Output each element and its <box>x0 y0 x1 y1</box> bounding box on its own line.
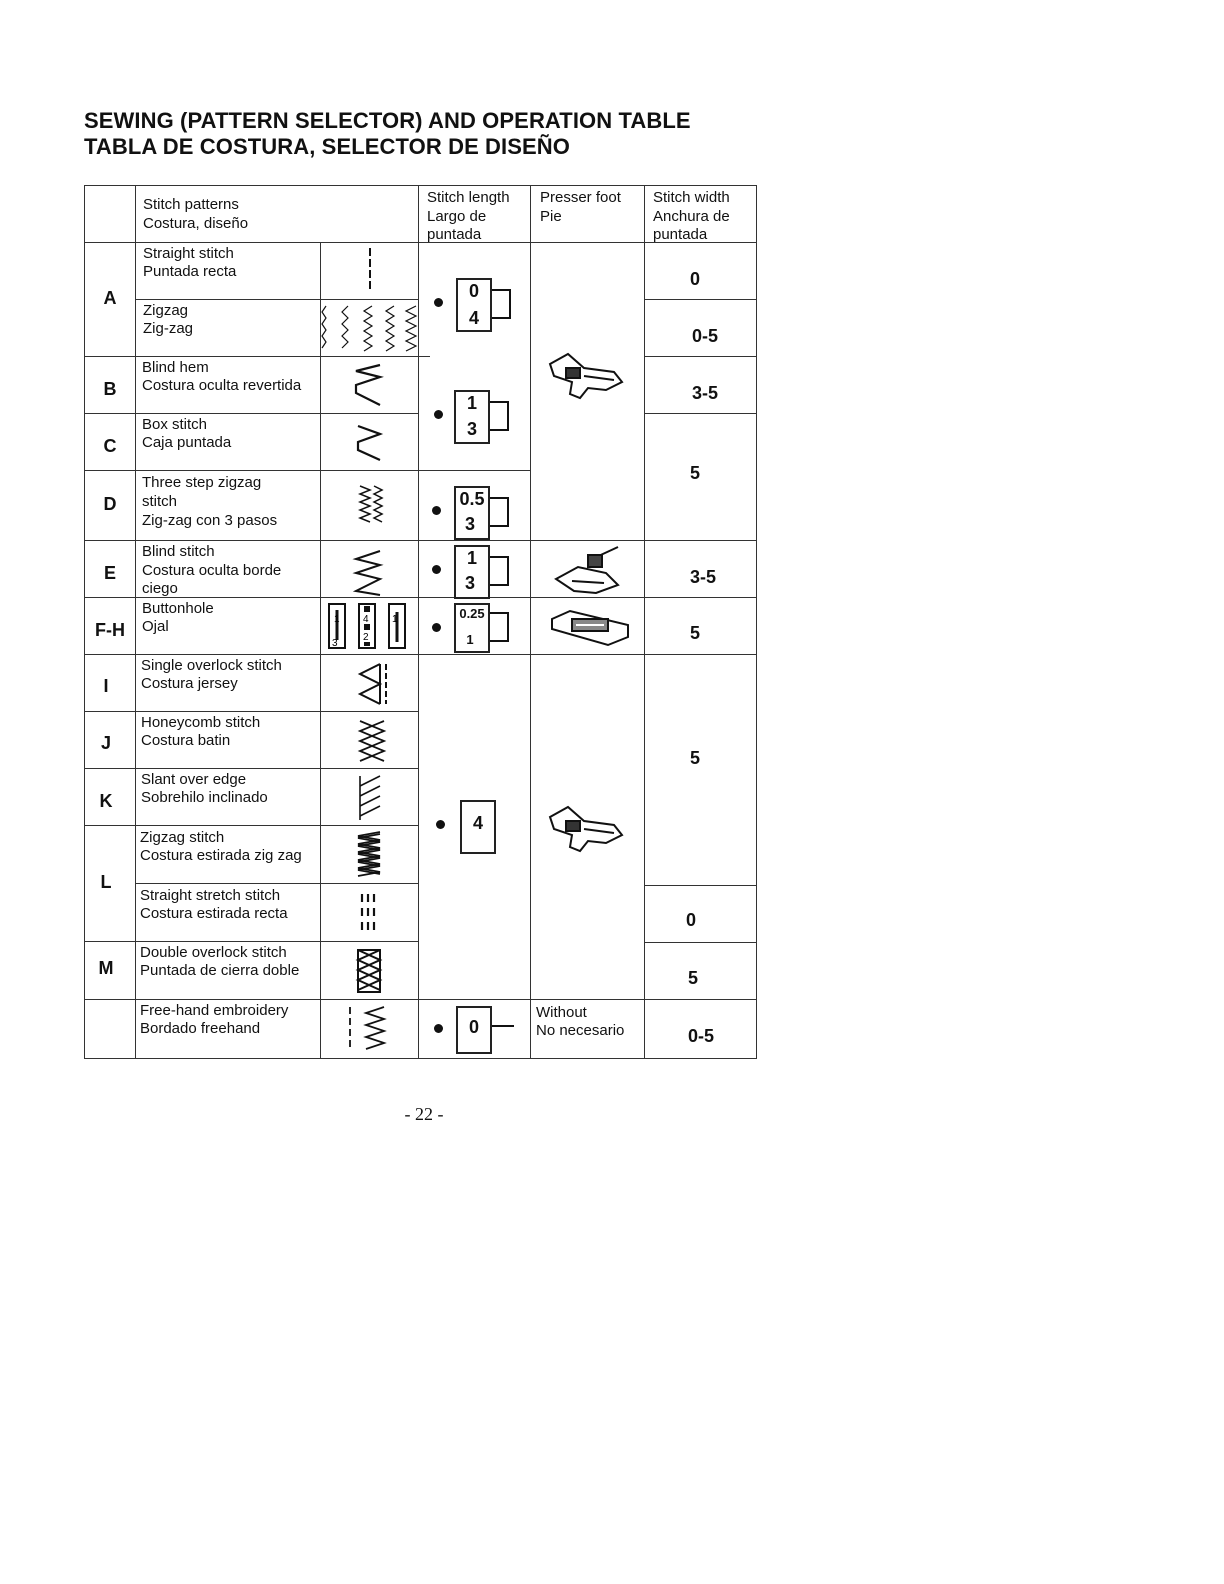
standard-presser-foot-icon <box>544 350 628 404</box>
row-line <box>84 654 757 655</box>
row-letter-a: A <box>103 288 117 308</box>
pattern-blind-stitch-en: Blind stitch <box>142 543 215 560</box>
pattern-honeycomb-en: Honeycomb stitch <box>141 714 261 731</box>
double-overlock-icon <box>354 946 386 996</box>
length-value-bottom: 1 <box>466 632 474 647</box>
table-border-bottom <box>84 1058 757 1059</box>
length-value-top: 1 <box>466 548 477 568</box>
pattern-zigzag-stretch-es: Costura estirada zig zag <box>140 847 302 864</box>
length-arrow-icon <box>490 1020 518 1032</box>
pattern-box-en: Box stitch <box>142 416 208 433</box>
row-letter-m: M <box>98 958 114 978</box>
pattern-double-overlock-en: Double overlock stitch <box>140 944 287 961</box>
pattern-buttonhole-es: Ojal <box>142 618 169 635</box>
buttonhole-step-2: 2 <box>363 632 369 643</box>
length-value-top: 0 <box>468 281 479 301</box>
header-presser-foot: Presser foot <box>540 189 621 206</box>
blind-hem-foot-icon <box>548 545 628 597</box>
pattern-freehand-en: Free-hand embroidery <box>140 1002 289 1019</box>
row-letter-l: L <box>100 872 112 892</box>
length-bracket-icon <box>488 611 514 645</box>
page-subtitle: TABLA DE COSTURA, SELECTOR DE DISEÑO <box>84 134 570 159</box>
col-line <box>530 185 531 1059</box>
length-bracket-icon <box>488 555 514 589</box>
header-stitch-width-es2: puntada <box>653 226 708 243</box>
pattern-slant-es: Sobrehilo inclinado <box>141 789 268 806</box>
buttonhole-step-1b: 1 <box>392 614 398 625</box>
blind-stitch-icon <box>352 547 384 595</box>
pattern-straight-stretch-es: Costura estirada recta <box>140 905 288 922</box>
blind-hem-icon <box>352 363 384 411</box>
header-stitch-patterns: Stitch patterns <box>143 196 239 213</box>
row-letter-d: D <box>103 494 117 514</box>
length-value-top: 1 <box>466 393 477 413</box>
length-bracket-icon <box>488 496 514 530</box>
row-line <box>644 356 757 357</box>
buttonhole-icon <box>325 600 411 652</box>
row-letter-c: C <box>103 436 117 456</box>
col-line <box>320 242 321 1059</box>
row-line <box>84 941 418 942</box>
pattern-blind-stitch-es1: Costura oculta borde <box>142 562 282 579</box>
row-line <box>84 999 757 1000</box>
length-value: 4 <box>472 813 483 833</box>
pattern-three-step-en2: stitch <box>142 493 178 510</box>
length-value: 0 <box>468 1017 479 1037</box>
page-title: SEWING (PATTERN SELECTOR) AND OPERATION TABLE <box>84 108 691 133</box>
width-straight-stretch: 0 <box>686 910 697 930</box>
pattern-blind-hem-en: Blind hem <box>142 359 209 376</box>
length-dot <box>436 820 445 829</box>
length-value-bottom: 3 <box>464 573 475 593</box>
three-step-zigzag-icon <box>356 482 390 530</box>
length-value-bottom: 4 <box>468 308 479 328</box>
header-stitch-width: Stitch width <box>653 189 730 206</box>
row-line <box>135 883 418 884</box>
pattern-zigzag-stretch-en: Zigzag stitch <box>140 829 225 846</box>
header-stitch-width-es1: Anchura de <box>653 208 730 225</box>
length-dot <box>434 298 443 307</box>
row-line <box>84 356 430 357</box>
pattern-buttonhole-en: Buttonhole <box>142 600 214 617</box>
pattern-zigzag-es: Zig-zag <box>143 320 194 337</box>
row-letter-fh: F-H <box>95 620 125 640</box>
pattern-zigzag-en: Zigzag <box>143 302 189 319</box>
box-stitch-icon <box>352 420 384 468</box>
row-line <box>84 711 418 712</box>
pattern-box-es: Caja puntada <box>142 434 232 451</box>
table-border-top <box>84 185 757 186</box>
pattern-freehand-es: Bordado freehand <box>140 1020 261 1037</box>
zigzag-stretch-icon <box>354 830 386 880</box>
row-line <box>84 540 757 541</box>
buttonhole-step-1: 1 <box>334 614 340 625</box>
row-line <box>84 825 418 826</box>
row-letter-k: K <box>99 791 113 811</box>
page-number: - 22 - <box>404 1104 444 1124</box>
width-blind-hem: 3-5 <box>692 383 719 403</box>
row-line <box>84 413 418 414</box>
length-bracket-icon <box>488 400 514 434</box>
buttonhole-step-4: 4 <box>363 614 369 625</box>
table-border-right <box>756 185 757 1059</box>
length-value-bottom: 3 <box>464 514 475 534</box>
pattern-slant-en: Slant over edge <box>141 771 247 788</box>
pattern-blind-stitch-es2: ciego <box>142 580 178 597</box>
buttonhole-step-3: 3 <box>332 638 338 649</box>
pattern-double-overlock-es: Puntada de cierra doble <box>140 962 300 979</box>
col-line <box>644 185 645 1059</box>
width-freehand: 0-5 <box>688 1026 715 1046</box>
buttonhole-foot-icon <box>548 607 632 647</box>
straight-stretch-icon <box>358 890 382 936</box>
pattern-three-step-en1: Three step zigzag <box>142 474 262 491</box>
row-letter-e: E <box>103 563 116 583</box>
row-line <box>644 299 757 300</box>
row-line <box>644 413 757 414</box>
pattern-straight-stretch-en: Straight stretch stitch <box>140 887 281 904</box>
pattern-blind-hem-es: Costura oculta revertida <box>142 377 302 394</box>
freehand-icon <box>344 1003 390 1053</box>
length-bracket-icon <box>490 288 516 322</box>
pattern-single-overlock-en: Single overlock stitch <box>141 657 282 674</box>
header-presser-foot-es: Pie <box>540 208 562 225</box>
row-line <box>135 299 418 300</box>
pattern-honeycomb-es: Costura batin <box>141 732 231 749</box>
foot-none-es: No necesario <box>536 1022 625 1039</box>
header-stitch-length-es1: Largo de <box>427 208 487 225</box>
row-letter-b: B <box>103 379 117 399</box>
length-value-top: 0.5 <box>459 489 485 509</box>
pattern-straight-en: Straight stitch <box>143 245 234 262</box>
length-dot <box>432 565 441 574</box>
row-line <box>644 885 757 886</box>
foot-none-en: Without <box>536 1004 587 1021</box>
width-straight: 0 <box>690 269 701 289</box>
length-dot <box>432 506 441 515</box>
single-overlock-icon <box>356 660 390 708</box>
width-zigzag: 0-5 <box>692 326 719 346</box>
width-double-overlock: 5 <box>688 968 699 988</box>
row-line <box>84 768 418 769</box>
length-value-top: 0.25 <box>459 606 485 621</box>
row-line <box>84 470 530 471</box>
length-dot <box>434 410 443 419</box>
length-dot <box>432 623 441 632</box>
header-stitch-length-es2: puntada <box>427 226 482 243</box>
length-value-bottom: 3 <box>466 419 477 439</box>
row-letter-j: J <box>100 733 111 753</box>
straight-stitch-icon <box>360 246 380 296</box>
row-line <box>84 597 757 598</box>
pattern-straight-es: Puntada recta <box>143 263 237 280</box>
pattern-three-step-es: Zig-zag con 3 pasos <box>142 512 278 529</box>
header-stitch-length: Stitch length <box>427 189 510 206</box>
pattern-single-overlock-es: Costura jersey <box>141 675 238 692</box>
header-stitch-patterns-es: Costura, diseño <box>143 215 249 232</box>
standard-presser-foot-icon-2 <box>544 803 628 857</box>
row-letter-i: I <box>103 676 109 696</box>
row-line <box>644 942 757 943</box>
width-buttonhole: 5 <box>690 623 701 643</box>
zigzag-stitch-icon <box>316 302 420 356</box>
width-overlock-honeycomb-slant-zigzag: 5 <box>690 748 701 768</box>
width-blind-stitch: 3-5 <box>690 567 717 587</box>
honeycomb-icon <box>356 717 388 765</box>
length-dot <box>434 1024 443 1033</box>
slant-over-edge-icon <box>354 772 386 824</box>
width-box-three-step: 5 <box>690 463 701 483</box>
